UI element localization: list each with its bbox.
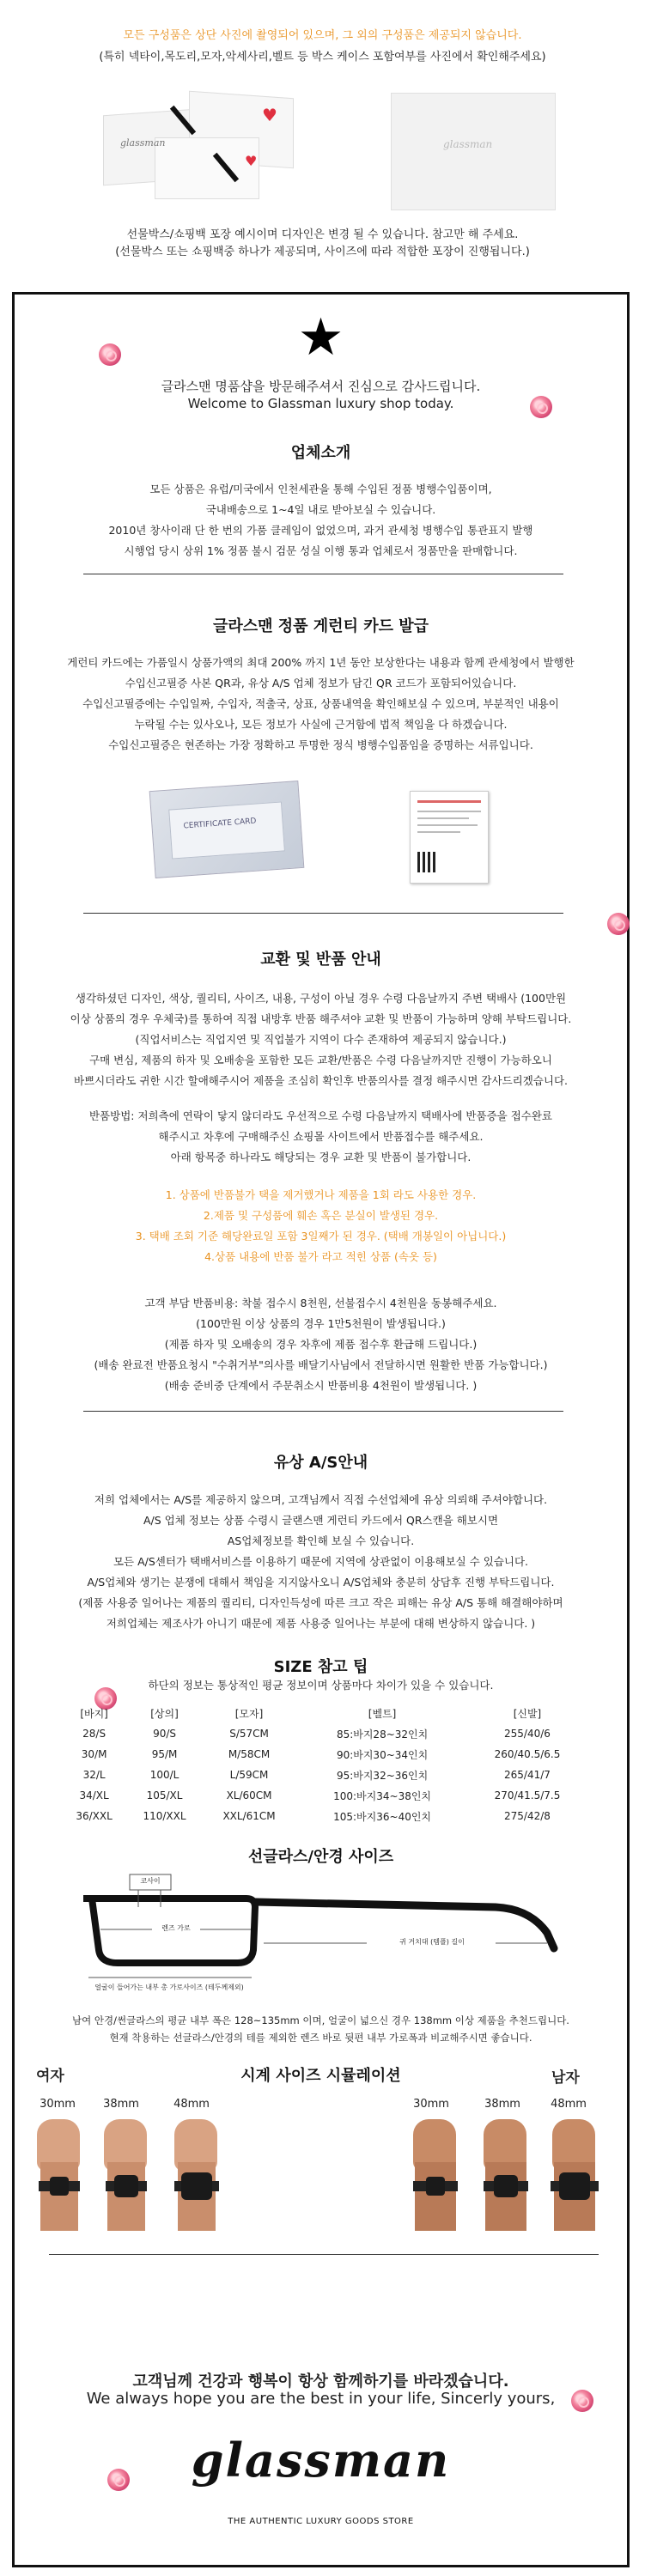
wrist-watch-image [472,2119,539,2231]
exchange-line: (직업서비스는 직업지연 및 직업불가 지역이 다수 존재하여 제공되지 않습니다.) [135,1033,507,1046]
label-bridge: 코사이 [140,1877,161,1885]
size-label: 48mm [173,2098,210,2111]
bag-brand-text: glassman [443,138,493,150]
import-certificate-image [410,791,489,884]
size-table-header [62,1703,586,1723]
card-title: 글라스맨 정품 게런티 카드 발급 [212,617,429,635]
gift-box-image [94,86,301,206]
table-cell: 32/L [82,1769,106,1781]
as-line: (제품 사용중 일어나는 제품의 퀄리티, 디자인득성에 따른 크고 작은 피해는 유상 A/S 통해 해결해야하며 [78,1596,563,1609]
logo-tagline: THE AUTHENTIC LUXURY GOODS STORE [228,2517,414,2526]
glasses-title: 선글라스/안경 사이즈 [247,1848,394,1866]
table-cell: 265/41/7 [504,1769,551,1781]
glasses-note: 남여 안경/썬글라스의 평균 내부 폭은 128~135mm 이며, 얼굴이 넓으신 경우 138mm 이상 제품을 추천드립니다. [72,2014,569,2026]
notice-line-4: (선물박스 또는 쇼핑백중 하나가 제공되며, 사이즈에 따라 적합한 포장이 진행됩니다.) [115,246,530,258]
card-line: 게런티 카드에는 가품일시 상품가액의 최대 200% 까지 1년 동안 보상한다는 내용과 함께 관세청에서 발행한 [67,656,575,669]
table-row [62,1806,586,1826]
as-title: 유상 A/S안내 [273,1454,368,1472]
size-col-header: [벨트] [368,1707,397,1720]
men-label: 남자 [551,2069,580,2087]
as-line: 모든 A/S센터가 택배서비스를 이용하기 때문에 지역에 상관없이 이용해보실 수 있습니다. [113,1555,529,1568]
no-return-condition: 2.제품 및 구성품에 훼손 혹은 분실이 발생된 경우. [203,1209,439,1222]
as-line: A/S 업체 정보는 상품 수령시 글랜스맨 게런티 카드에서 QR스캔을 해보시면 [143,1514,499,1527]
intro-line: 모든 상품은 유럽/미국에서 인천세관을 통해 수입된 정품 병행수입품이며, [149,483,492,495]
as-line: 저희업체는 제조사가 아니기 때문에 제품 사용중 일어나는 부분에 대해 변상하지 않습니다. ) [106,1617,536,1630]
size-label: 38mm [103,2098,139,2111]
size-subtitle: 하단의 정보는 통상적인 평균 정보이며 상품마다 차이가 있을 수 있습니다. [148,1679,494,1692]
heart-icon: ♥ [262,105,277,125]
table-cell: 85:바지28~32인치 [336,1728,429,1741]
rose-icon [607,913,630,935]
intro-title: 업체소개 [290,444,351,462]
table-cell: 36/XXL [76,1810,113,1822]
notice-line-2: (특히 넥타이,목도리,모자,악세사리,벨트 등 박스 케이스 포함여부를 사진에서 확인해주세요) [99,51,546,64]
heart-icon: ♥ [245,153,258,169]
table-cell: 255/40/6 [504,1728,551,1740]
exchange-line: 이상 상품의 경우 우체국)를 통하여 직접 내방후 반품 해주셔야 교환 및 반품이 가능하며 양해 부탁드립니다. [70,1012,572,1025]
divider [83,1411,563,1412]
size-label: 30mm [40,2098,76,2111]
return-fee-line: (제품 하자 및 오배송의 경우 차후에 제품 접수후 환급해 드립니다.) [164,1338,478,1351]
table-cell: XL/60CM [226,1789,272,1801]
size-label: 38mm [484,2098,520,2111]
table-cell: 260/40.5/6.5 [494,1748,561,1760]
size-col-header: [신발] [513,1707,542,1720]
size-title: SIZE 참고 팁 [273,1658,368,1676]
wrist-watch-image [92,2119,159,2231]
exchange-title: 교환 및 반품 안내 [260,951,381,969]
table-cell: XXL/61CM [222,1810,276,1822]
welcome-en: Welcome to Glassman luxury shop today. [187,396,454,411]
card-line: 수입신고필증에는 수입일짜, 수입자, 적출국, 상표, 상품내역을 확인해보실 수 있으며, 부분적인 내용이 [82,697,559,710]
table-cell: L/59CM [229,1769,269,1781]
table-cell: 105/XL [146,1789,183,1801]
card-line: 수입신고필증은 현존하는 가장 정확하고 투명한 정식 병행수입품임을 증명하는 서류입니다. [108,738,533,751]
table-cell: 95:바지32~36인치 [336,1769,429,1782]
divider [49,2254,599,2255]
return-fee-line: (배송 준비중 단계에서 주문취소시 반품비용 4천원이 발생됩니다. ) [164,1379,478,1392]
wrist-watch-image [401,2119,468,2231]
table-cell: 105:바지36~40인치 [333,1810,432,1823]
no-return-condition: 4.상품 내용에 반품 불가 라고 적힌 상품 (속옷 등) [204,1250,437,1263]
no-return-condition: 1. 상품에 반품불가 택을 제거했거나 제품을 1회 라도 사용한 경우. [165,1188,477,1201]
table-row [62,1785,586,1806]
card-line: 누락될 수는 있사오나, 모든 정보가 사실에 근거함에 법적 책임을 다 하겠습니다. [134,718,508,731]
shopping-bag-image [391,93,556,210]
exchange-line: 구매 변심, 제품의 하자 및 오배송을 포함한 모든 교환/반품은 수령 다음날까지만 진행이 가능하오니 [89,1054,552,1066]
size-col-header: [바지] [80,1707,108,1720]
size-table [62,1703,586,1826]
label-temple-length: 귀 거치대 (템플) 길이 [399,1938,465,1946]
glassman-logo: glassman [191,2433,451,2488]
return-fee-line: (배송 완료전 반품요청시 "수취거부"의사를 배달기사님에서 전달하시면 원활한 반품 가능합니다.) [94,1358,548,1371]
size-col-header: [모자] [234,1707,264,1720]
intro-line: 2010년 창사이래 단 한 번의 가품 클레임이 없었으며, 과거 관세청 병행수입 통관표지 발행 [108,524,533,537]
wrist-watch-image [162,2119,229,2231]
table-cell: 30/M [81,1748,107,1760]
table-cell: 270/41.5/7.5 [494,1789,561,1801]
wrist-watch-image [25,2119,92,2231]
label-lens-width: 렌즈 가로 [161,1924,191,1932]
wrist-watch-image [540,2119,607,2231]
welcome-ko: 글라스맨 명품샵을 방문해주셔서 진심으로 감사드립니다. [161,379,481,394]
watch-title: 시계 사이즈 시뮬레이션 [240,2067,401,2085]
return-method-line: 아래 항목중 하나라도 해당되는 경우 교환 및 반품이 불가합니다. [170,1151,472,1163]
table-cell: 34/XL [79,1789,109,1801]
card-label: CERTIFICATE CARD [183,817,257,831]
table-cell: 100:바지34~38인치 [333,1789,432,1802]
no-return-condition: 3. 택배 조회 기준 해당완료일 포함 3일째가 된 경우. (택배 개봉일이 아닙니다.) [135,1230,507,1242]
table-row [62,1765,586,1785]
table-cell: 95/M [151,1748,178,1760]
star-icon: ★ [297,307,344,368]
table-cell: 90:바지30~34인치 [336,1748,429,1761]
guarantee-card-image [149,781,305,878]
exchange-line: 바쁘시더라도 귀한 시간 할애해주시어 제품을 조심히 확인후 반품의사를 결정 해주시면 감사드리겠습니다. [73,1074,568,1087]
closing-en: We always hope you are the best in your life, Sincerly yours, [86,2390,556,2408]
return-fee-line: (100만원 이상 상품의 경우 1만5천원이 발생됩니다.) [196,1317,446,1330]
as-line: AS업체정보를 확인해 보실 수 있습니다. [227,1534,415,1547]
size-col-header: [상의] [150,1707,179,1720]
return-method-line: 반품방법: 저희측에 연락이 닿지 않더라도 우선적으로 수령 다음날까지 택배사에 반품증을 접수완료 [88,1109,553,1122]
qr-code-icon [417,852,438,872]
women-label: 여자 [36,2068,64,2085]
intro-line: 국내배송으로 1~4일 내로 받아보실 수 있습니다. [205,503,436,516]
as-line: 저희 업체에서는 A/S를 제공하지 않으며, 고객님께서 직접 수선업체에 유상 의뢰해 주셔야합니다. [94,1493,548,1506]
table-cell: 110/XXL [143,1810,186,1822]
divider [83,913,563,914]
glasses-note: 현재 착용하는 선글라스/안경의 테를 제외한 렌즈 바로 뒷편 내부 가로폭과 비교해주시면 좋습니다. [109,2032,532,2044]
table-cell: S/57CM [229,1728,269,1740]
closing-ko: 고객님께 건강과 행복이 항상 함께하기를 바라겠습니다. [132,2372,509,2391]
table-cell: M/58CM [228,1748,271,1760]
table-row [62,1744,586,1765]
label-total-width: 얼굴이 들어가는 내부 총 가로사이즈 (테두께제외) [94,1984,244,1991]
size-label: 48mm [551,2098,587,2111]
intro-line: 시행업 당시 상위 1% 정품 불시 검문 성실 이행 통과 업체로서 정품만을 판매합니다. [124,544,518,557]
notice-line-1: 모든 구성품은 상단 사진에 촬영되어 있으며, 그 외의 구성품은 제공되지 않습니다. [123,29,522,42]
return-method-line: 해주시고 차후에 구매해주신 쇼핑몰 사이트에서 반품접수를 해주세요. [158,1130,484,1143]
box-brand-text: glassman [120,137,166,149]
card-line: 수입신고필증 사본 QR과, 유상 A/S 업체 정보가 담긴 QR 코드가 포함되어있습니다. [125,677,517,690]
top-notice-section [0,0,645,292]
exchange-line: 생각하셨던 디자인, 색상, 퀄리티, 사이즈, 내용, 구성이 아닐 경우 수령 다음날까지 주변 택배사 (100만원 [75,992,567,1005]
notice-line-3: 선물박스/쇼핑백 포장 예시이며 디자인은 변경 될 수 있습니다. 참고만 해 주세요. [126,228,519,241]
table-cell: 28/S [82,1728,106,1740]
table-cell: 275/42/8 [504,1810,551,1822]
table-row [62,1723,586,1744]
info-frame [12,292,630,2567]
table-cell: 100/L [149,1769,180,1781]
return-fee-line: 고객 부담 반품비용: 착불 접수시 8천원, 선불접수시 4천원을 동봉해주세요. [144,1297,497,1309]
table-cell: 90/S [153,1728,176,1740]
size-label: 30mm [413,2098,449,2111]
as-line: A/S업체와 생기는 분쟁에 대해서 책임을 지지않사오니 A/S업체와 충분히 상담후 진행 부탁드립니다. [87,1576,555,1589]
